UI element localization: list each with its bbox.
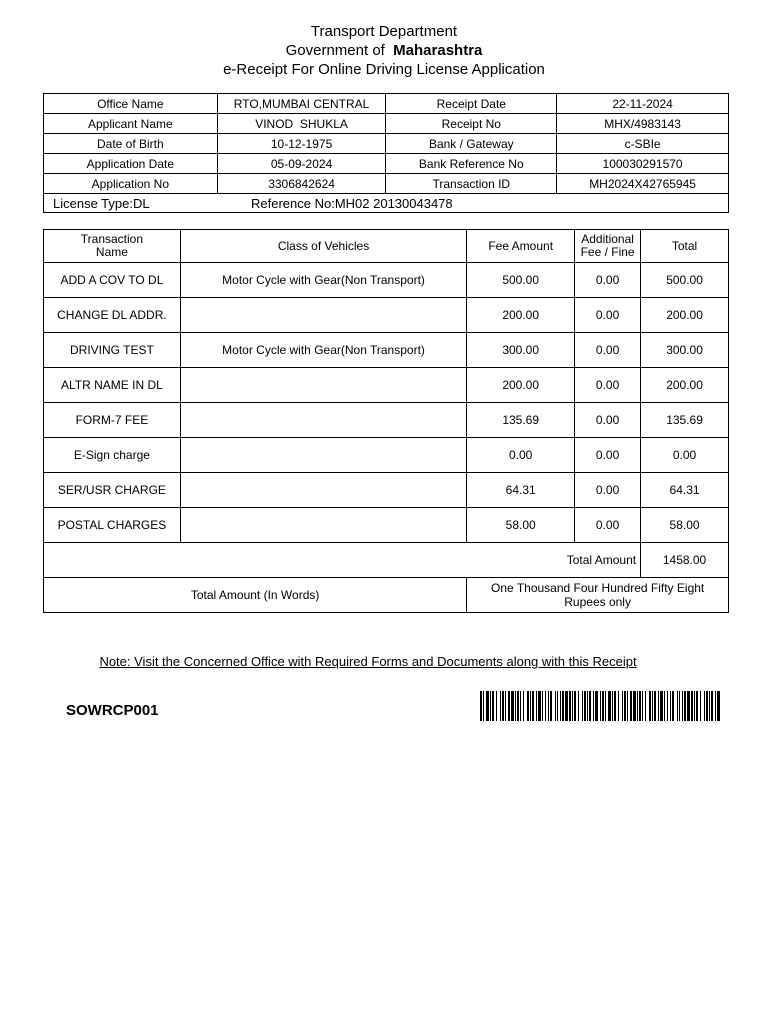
info-row xyxy=(44,114,729,134)
class-of-vehicle xyxy=(180,438,466,473)
barcode-bar xyxy=(574,691,576,721)
receipt-header xyxy=(0,22,768,79)
transaction-name: POSTAL CHARGES xyxy=(44,508,181,543)
applicant-info-table xyxy=(43,93,729,213)
class-of-vehicle xyxy=(180,403,466,438)
fee-amount: 200.00 xyxy=(467,368,575,403)
row-total: 300.00 xyxy=(641,333,729,368)
barcode-bar xyxy=(523,691,524,721)
row-total: 58.00 xyxy=(641,508,729,543)
barcode-bar xyxy=(717,691,720,721)
barcode-bar xyxy=(670,691,671,721)
form-code: SOWRCP001 xyxy=(66,702,159,719)
amount-in-words-value: One Thousand Four Hundred Fifty Eight Rupees only xyxy=(467,578,729,613)
barcode-bar xyxy=(652,691,653,721)
fee-table xyxy=(43,229,729,613)
barcode-icon xyxy=(480,691,720,721)
barcode-bar xyxy=(672,691,674,721)
additional-fee: 0.00 xyxy=(575,368,641,403)
fee-amount: 58.00 xyxy=(467,508,575,543)
amount-in-words-row xyxy=(44,578,729,613)
barcode-bar xyxy=(505,691,506,721)
barcode-bar xyxy=(667,691,668,721)
barcode-bar xyxy=(548,691,549,721)
barcode-bar xyxy=(642,691,643,721)
barcode-bar xyxy=(684,691,686,721)
barcode-bar xyxy=(550,691,552,721)
barcode-bar xyxy=(677,691,678,721)
barcode-bar xyxy=(587,691,588,721)
barcode-bar xyxy=(645,691,646,721)
license-type: License Type:DL xyxy=(53,195,150,211)
class-of-vehicle: Motor Cycle with Gear(Non Transport) xyxy=(180,263,466,298)
barcode-bar xyxy=(555,691,556,721)
barcode-bar xyxy=(658,691,659,721)
application-date-label: Application Date xyxy=(44,154,218,174)
table-row xyxy=(44,333,729,368)
barcode-bar xyxy=(622,691,623,721)
barcode-bar xyxy=(565,691,568,721)
receipt-no-value: MHX/4983143 xyxy=(557,114,729,134)
table-row xyxy=(44,368,729,403)
barcode-bar xyxy=(694,691,695,721)
bank-ref-value: 100030291570 xyxy=(557,154,729,174)
receipt-date-value: 22-11-2024 xyxy=(557,94,729,114)
fee-amount: 135.69 xyxy=(467,403,575,438)
dob-value: 10-12-1975 xyxy=(217,134,386,154)
barcode-bar xyxy=(560,691,561,721)
info-row xyxy=(44,134,729,154)
transaction-name: SER/USR CHARGE xyxy=(44,473,181,508)
barcode-bar xyxy=(490,691,491,721)
office-name-label: Office Name xyxy=(44,94,218,114)
barcode-bar xyxy=(700,691,701,721)
barcode-bar xyxy=(608,691,611,721)
barcode-bar xyxy=(679,691,680,721)
fee-amount: 200.00 xyxy=(467,298,575,333)
barcode-bar xyxy=(496,691,497,721)
barcode-bar xyxy=(527,691,529,721)
barcode-bar xyxy=(600,691,601,721)
total-amount-label: Total Amount xyxy=(44,543,641,578)
barcode-bar xyxy=(492,691,494,721)
table-row xyxy=(44,508,729,543)
barcode-bar xyxy=(630,691,632,721)
header-transaction-name: Transaction Name xyxy=(44,230,181,263)
application-no-label: Application No xyxy=(44,174,218,194)
barcode-bar xyxy=(618,691,619,721)
fee-amount: 300.00 xyxy=(467,333,575,368)
transaction-id-value: MH2024X42765945 xyxy=(557,174,729,194)
receipt-title: e-Receipt For Online Driving License Application xyxy=(223,61,545,78)
reference-no: Reference No:MH02 20130043478 xyxy=(251,195,453,211)
barcode-bar xyxy=(508,691,510,721)
class-of-vehicle xyxy=(180,368,466,403)
barcode-bar xyxy=(649,691,651,721)
table-row xyxy=(44,263,729,298)
department-title: Transport Department xyxy=(310,23,458,40)
barcode-bar xyxy=(536,691,537,721)
government-prefix: Government of xyxy=(285,42,385,59)
barcode-bar xyxy=(517,691,519,721)
barcode-bar xyxy=(691,691,693,721)
additional-fee: 0.00 xyxy=(575,438,641,473)
office-name-value: RTO,MUMBAI CENTRAL xyxy=(217,94,386,114)
application-no-value: 3306842624 xyxy=(217,174,386,194)
barcode-bar xyxy=(637,691,638,721)
barcode-bar xyxy=(664,691,665,721)
header-class-of-vehicles: Class of Vehicles xyxy=(180,230,466,263)
header-fee-amount: Fee Amount xyxy=(467,230,575,263)
transaction-name: E-Sign charge xyxy=(44,438,181,473)
barcode-bar xyxy=(569,691,571,721)
barcode-bar xyxy=(562,691,564,721)
barcode-bar xyxy=(633,691,636,721)
application-date-value: 05-09-2024 xyxy=(217,154,386,174)
info-row xyxy=(44,174,729,194)
transaction-name: DRIVING TEST xyxy=(44,333,181,368)
barcode-bar xyxy=(709,691,710,721)
dob-label: Date of Birth xyxy=(44,134,218,154)
table-row xyxy=(44,438,729,473)
row-total: 500.00 xyxy=(641,263,729,298)
row-total: 135.69 xyxy=(641,403,729,438)
barcode-bar xyxy=(614,691,616,721)
barcode-bar xyxy=(542,691,543,721)
barcode-bar xyxy=(589,691,591,721)
barcode-bar xyxy=(639,691,641,721)
barcode-bar xyxy=(605,691,606,721)
barcode-bar xyxy=(530,691,531,721)
barcode-bar xyxy=(486,691,489,721)
barcode-bar xyxy=(538,691,541,721)
barcode-bar xyxy=(706,691,708,721)
info-row xyxy=(44,154,729,174)
barcode-bar xyxy=(545,691,546,721)
table-row xyxy=(44,473,729,508)
transaction-name: CHANGE DL ADDR. xyxy=(44,298,181,333)
receipt-date-label: Receipt Date xyxy=(386,94,557,114)
barcode-bar xyxy=(595,691,598,721)
barcode-bar xyxy=(624,691,626,721)
row-total: 200.00 xyxy=(641,368,729,403)
barcode-bar xyxy=(593,691,594,721)
bank-value: c-SBIe xyxy=(557,134,729,154)
license-row xyxy=(44,194,729,213)
bank-ref-label: Bank Reference No xyxy=(386,154,557,174)
barcode-bar xyxy=(532,691,534,721)
barcode-bar xyxy=(502,691,504,721)
barcode-bar xyxy=(483,691,484,721)
barcode-bar xyxy=(627,691,628,721)
barcode-bar xyxy=(704,691,705,721)
transaction-name: FORM-7 FEE xyxy=(44,403,181,438)
table-row xyxy=(44,298,729,333)
barcode-bar xyxy=(520,691,521,721)
total-amount-value: 1458.00 xyxy=(641,543,729,578)
row-total: 0.00 xyxy=(641,438,729,473)
barcode-bar xyxy=(687,691,690,721)
license-cell xyxy=(44,194,729,213)
additional-fee: 0.00 xyxy=(575,263,641,298)
applicant-name-value: VINOD SHUKLA xyxy=(217,114,386,134)
header-additional-fee: Additional Fee / Fine xyxy=(575,230,641,263)
applicant-name-label: Applicant Name xyxy=(44,114,218,134)
table-row xyxy=(44,403,729,438)
class-of-vehicle xyxy=(180,508,466,543)
receipt-no-label: Receipt No xyxy=(386,114,557,134)
fee-amount: 500.00 xyxy=(467,263,575,298)
barcode-bar xyxy=(500,691,501,721)
class-of-vehicle: Motor Cycle with Gear(Non Transport) xyxy=(180,333,466,368)
government-line xyxy=(0,41,768,60)
class-of-vehicle xyxy=(180,473,466,508)
barcode-bar xyxy=(572,691,573,721)
transaction-id-label: Transaction ID xyxy=(386,174,557,194)
barcode-bar xyxy=(711,691,713,721)
barcode-bar xyxy=(696,691,698,721)
receipt-note: Note: Visit the Concerned Office with Required Forms and Documents along with this Receipt xyxy=(99,654,637,669)
barcode-bar xyxy=(682,691,683,721)
barcode-bar xyxy=(715,691,716,721)
fee-amount: 64.31 xyxy=(467,473,575,508)
barcode-bar xyxy=(660,691,663,721)
barcode-bar xyxy=(515,691,516,721)
state-name: Maharashtra xyxy=(393,42,483,59)
class-of-vehicle xyxy=(180,298,466,333)
transaction-name: ALTR NAME IN DL xyxy=(44,368,181,403)
additional-fee: 0.00 xyxy=(575,333,641,368)
barcode-bar xyxy=(582,691,583,721)
barcode-bar xyxy=(584,691,586,721)
amount-in-words-label: Total Amount (In Words) xyxy=(44,578,467,613)
barcode-bar xyxy=(511,691,514,721)
total-amount-row xyxy=(44,543,729,578)
info-row xyxy=(44,94,729,114)
additional-fee: 0.00 xyxy=(575,298,641,333)
barcode-bar xyxy=(654,691,656,721)
barcode-bar xyxy=(557,691,558,721)
transaction-name: ADD A COV TO DL xyxy=(44,263,181,298)
barcode-bar xyxy=(602,691,604,721)
additional-fee: 0.00 xyxy=(575,403,641,438)
barcode-bar xyxy=(612,691,613,721)
row-total: 200.00 xyxy=(641,298,729,333)
additional-fee: 0.00 xyxy=(575,508,641,543)
bank-label: Bank / Gateway xyxy=(386,134,557,154)
fee-table-header xyxy=(44,230,729,263)
barcode-bar xyxy=(480,691,482,721)
additional-fee: 0.00 xyxy=(575,473,641,508)
header-total: Total xyxy=(641,230,729,263)
barcode-bar xyxy=(578,691,579,721)
row-total: 64.31 xyxy=(641,473,729,508)
fee-amount: 0.00 xyxy=(467,438,575,473)
